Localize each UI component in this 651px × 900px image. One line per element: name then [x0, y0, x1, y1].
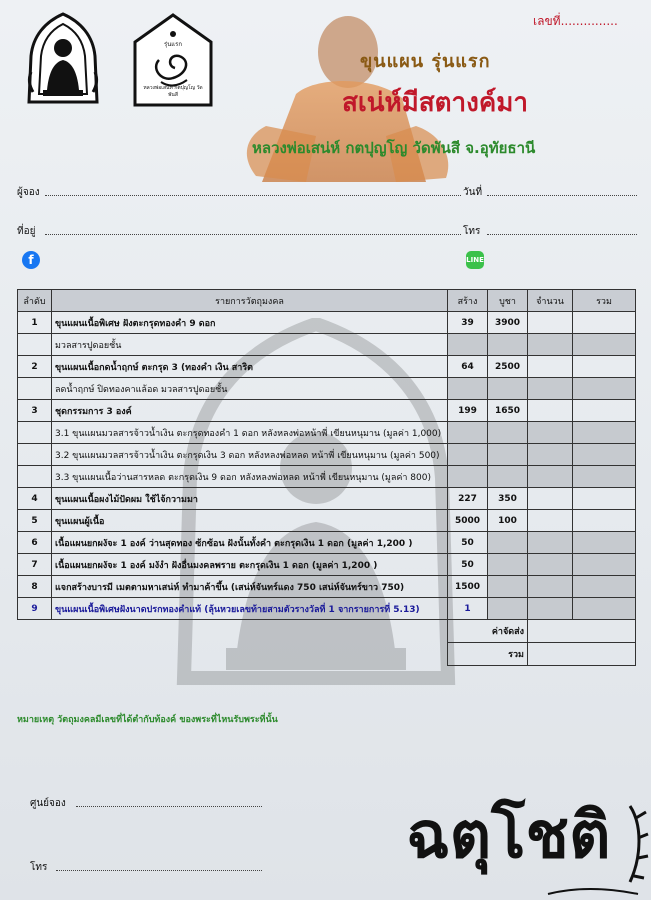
total-row [18, 643, 636, 666]
row-qty[interactable] [528, 598, 573, 620]
row-sum[interactable] [573, 400, 636, 422]
brand-text: ฉตุโชติ [406, 798, 611, 873]
row-price: 2500 [488, 356, 528, 378]
name-label: ผู้จอง [17, 187, 40, 198]
col-price: บูชา [488, 290, 528, 312]
col-item: รายการวัตถุมงคล [52, 290, 448, 312]
row-item: ลดน้ำฤกษ์ ปิดทองคาแล้อด มวลสารปูดอยชั้น [52, 378, 448, 400]
table-row [18, 554, 636, 576]
row-no [18, 422, 52, 444]
shipping-row-label: ค่าจัดส่ง [448, 620, 528, 643]
table-row [18, 356, 636, 378]
row-sum[interactable] [573, 554, 636, 576]
phone-label: โทร [463, 226, 481, 237]
row-qty[interactable] [528, 378, 573, 400]
row-item: ขุนแผนเนื้อพิเศษฝังนาดปรกทองคำแท้ (ลุ้นหวยเลขท้ายสามตัวรางวัลที่ 1 จากรายการที่ 5.13) [52, 598, 448, 620]
row-item: ขุนแผนเนื้อกดน้ำฤกษ์ ตะกรุด 3 (ทองคำ เงิน สาริต [52, 356, 448, 378]
row-qty[interactable] [528, 444, 573, 466]
row-no: 6 [18, 532, 52, 554]
row-item: มวลสารปูดอยชั้น [52, 334, 448, 356]
row-price: 3900 [488, 312, 528, 334]
row-no: 5 [18, 510, 52, 532]
row-no: 8 [18, 576, 52, 598]
title-batch: ขุนแผน รุ่นแรก [360, 51, 491, 72]
row-no: 4 [18, 488, 52, 510]
row-made [448, 334, 488, 356]
date-field[interactable] [487, 195, 637, 196]
row-qty[interactable] [528, 488, 573, 510]
row-sum[interactable] [573, 312, 636, 334]
row-sum[interactable] [573, 444, 636, 466]
shipping-row [18, 620, 636, 643]
total-row-value[interactable] [528, 643, 636, 666]
row-sum[interactable] [573, 356, 636, 378]
row-made [448, 466, 488, 488]
table-row [18, 444, 636, 466]
row-qty[interactable] [528, 554, 573, 576]
row-qty[interactable] [528, 466, 573, 488]
line-icon[interactable]: LINE [466, 251, 484, 269]
order-table [17, 289, 636, 666]
row-no: 2 [18, 356, 52, 378]
row-price [488, 466, 528, 488]
spacer [18, 643, 448, 666]
row-sum[interactable] [573, 378, 636, 400]
row-made: 50 [448, 532, 488, 554]
table-row [18, 488, 636, 510]
row-qty[interactable] [528, 312, 573, 334]
row-qty[interactable] [528, 400, 573, 422]
row-price [488, 422, 528, 444]
row-price [488, 378, 528, 400]
row-made: 1500 [448, 576, 488, 598]
col-made: สร้าง [448, 290, 488, 312]
row-made: 39 [448, 312, 488, 334]
date-label: วันที่ [463, 187, 483, 198]
row-sum[interactable] [573, 488, 636, 510]
table-row [18, 532, 636, 554]
center-label: ศูนย์จอง [30, 798, 66, 809]
row-item: แจกสร้างบารมี เมตตามหาเสน่ห์ ทำมาค้าขึ้น (เสน่ห์จันทร์แดง 750 เสน่ห์จันทร์ขาว 750) [52, 576, 448, 598]
total-row-label: รวม [448, 643, 528, 666]
title-main: สเน่ห์มีสตางค์มา [342, 88, 528, 118]
center-field[interactable] [76, 806, 262, 807]
row-item: ชุดกรรมการ 3 องค์ [52, 400, 448, 422]
row-sum[interactable] [573, 598, 636, 620]
row-qty[interactable] [528, 576, 573, 598]
row-no: 7 [18, 554, 52, 576]
table-row [18, 598, 636, 620]
table-row [18, 334, 636, 356]
row-item: ขุนแผนเนื้อผงไม้ปัดผม ใช้ไจ้กวามมา [52, 488, 448, 510]
table-row [18, 576, 636, 598]
row-made: 50 [448, 554, 488, 576]
row-no: 3 [18, 400, 52, 422]
document-number: เลขที่............... [533, 14, 618, 28]
table-row [18, 466, 636, 488]
table-row [18, 378, 636, 400]
row-item: เนื้อแผนยกผงัจะ 1 องค์ มงังำ ฝังอื่นมงคลพราย ตะกรุดเงิน 1 ดอก (มูลค่า 1,200 ) [52, 554, 448, 576]
row-qty[interactable] [528, 510, 573, 532]
row-made [448, 378, 488, 400]
row-item: ขุนแผนผู้เนื้อ [52, 510, 448, 532]
temple-logo [25, 12, 101, 108]
row-sum[interactable] [573, 576, 636, 598]
row-qty[interactable] [528, 356, 573, 378]
row-price [488, 532, 528, 554]
phone-field[interactable] [487, 234, 637, 235]
logo-top-text: รุ่นแรก [163, 41, 183, 48]
row-price [488, 334, 528, 356]
brand-logo [398, 798, 650, 900]
row-made: 64 [448, 356, 488, 378]
row-no: 9 [18, 598, 52, 620]
footer-phone-label: โทร [30, 862, 48, 873]
note-text: หมายเหตุ วัตถุมงคลมีเลขที่ได้ตำกับท้องค์ ของพระที่ไหนรับพระที่นั้น [17, 715, 278, 725]
row-sum[interactable] [573, 334, 636, 356]
batch-logo [131, 12, 215, 108]
row-item: ขุนแผนเนื้อพิเศษ ฝังตะกรุดทองคำ 9 ดอก [52, 312, 448, 334]
row-no [18, 466, 52, 488]
row-price [488, 554, 528, 576]
spacer [18, 620, 448, 643]
name-field[interactable] [45, 195, 461, 196]
table-row [18, 400, 636, 422]
address-label: ที่อยู่ [17, 226, 36, 237]
col-no: ลำดับ [18, 290, 52, 312]
row-item: 3.2 ขุนแผนมวลสารจ้าวน้ำเงิน ตะกรุดเงิน 3 ดอก หลังหลงพ่อหลด หน้าพี่ เขียนหนุมาน (มูลค่า 500) [52, 444, 448, 466]
table-row [18, 510, 636, 532]
row-price [488, 598, 528, 620]
row-made: 5000 [448, 510, 488, 532]
row-qty[interactable] [528, 334, 573, 356]
row-made [448, 444, 488, 466]
row-qty[interactable] [528, 532, 573, 554]
row-made [448, 422, 488, 444]
row-sum[interactable] [573, 532, 636, 554]
row-no [18, 378, 52, 400]
row-item: 3.1 ขุนแผนมวลสารจ้าวน้ำเงิน ตะกรุดทองคำ 1 ดอก หลังหลงพ่อหน้าพี่ เขียนหนุมาน (มูลค่า 1,000) [52, 422, 448, 444]
table-row [18, 312, 636, 334]
row-made: 199 [448, 400, 488, 422]
col-sum: รวม [573, 290, 636, 312]
title-monk: หลวงพ่อเสน่ห์ กตปุญโญ วัดพันสี จ.อุทัยธานี [252, 139, 536, 157]
shipping-row-value[interactable] [528, 620, 636, 643]
row-no: 1 [18, 312, 52, 334]
row-sum[interactable] [573, 422, 636, 444]
row-price: 350 [488, 488, 528, 510]
footer-phone-field[interactable] [56, 870, 262, 871]
facebook-icon[interactable]: f [22, 251, 40, 269]
row-price [488, 576, 528, 598]
row-qty[interactable] [528, 422, 573, 444]
row-price: 1650 [488, 400, 528, 422]
row-no [18, 334, 52, 356]
row-sum[interactable] [573, 510, 636, 532]
row-made: 227 [448, 488, 488, 510]
row-item: เนื้อแผนยกผงัจะ 1 องค์ ว่านสุดทอง ซ้กซ้อน ฝังนั้นทั้งคำ ตะกรุดเงิน 1 ดอก (มูลค่า 1,200 ) [52, 532, 448, 554]
row-item: 3.3 ขุนแผนเนื้อว่านสารหลด ตะกรุดเงิน 9 ดอก หลังหลงพ่อหลด หน้าพี่ เขียนหนุมาน (มูลค่า 800) [52, 466, 448, 488]
address-field[interactable] [45, 234, 461, 235]
row-made: 1 [448, 598, 488, 620]
logo-bottom-text: หลวงพ่อเสน่ห์ กตปุญโญ วัดพันสี [143, 85, 203, 98]
row-price [488, 444, 528, 466]
row-no [18, 444, 52, 466]
table-row [18, 422, 636, 444]
row-sum[interactable] [573, 466, 636, 488]
row-price: 100 [488, 510, 528, 532]
col-qty: จำนวน [528, 290, 573, 312]
